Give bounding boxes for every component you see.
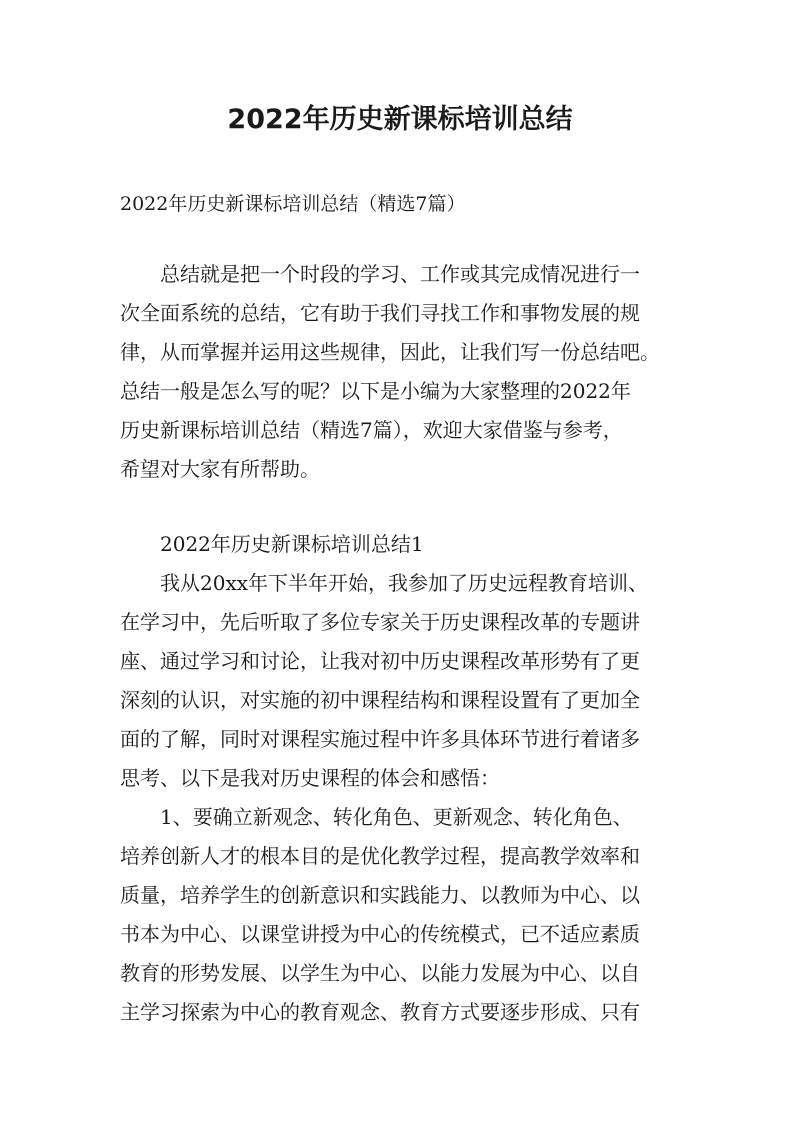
section1-heading-block [120,525,682,564]
intro-paragraph [120,255,682,489]
section1-line: 在学习中，先后听取了多位专家关于历史课程改革的专题讲 [120,610,640,634]
section1-line: 培养创新人才的根本目的是优化教学过程，提高教学效率和 [120,844,640,868]
section1-line: 我从20xx年下半年开始，我参加了历史远程教育培训、 [160,571,649,595]
section1-heading: 2022年历史新课标培训总结1 [160,532,424,556]
section1-line: 思考、以下是我对历史课程的体会和感悟： [120,766,500,790]
intro-line: 总结就是把一个时段的学习、工作或其完成情况进行一 [160,262,640,286]
intro-line: 次全面系统的总结，它有助于我们寻找工作和事物发展的规 [120,301,640,325]
document-subtitle: 2022年历史新课标培训总结（精选7篇） [120,193,466,215]
intro-line: 总结一般是怎么写的呢？以下是小编为大家整理的2022年 [120,379,631,403]
section1-line: 面的了解，同时对课程实施过程中许多具体环节进行着诸多 [120,727,640,751]
intro-line: 历史新课标培训总结（精选7篇），欢迎大家借鉴与参考， [120,418,623,442]
section1-line: 教育的形势发展、以学生为中心、以能力发展为中心、以自 [120,961,640,985]
section1-paragraph [120,564,682,1032]
section1-line: 座、通过学习和讨论，让我对初中历史课程改革形势有了更 [120,649,640,673]
section1-line: 深刻的认识，对实施的初中课程结构和课程设置有了更加全 [120,688,640,712]
intro-line: 律，从而掌握并运用这些规律，因此，让我们写一份总结吧。 [120,340,660,364]
section1-line: 1、要确立新观念、转化角色、更新观念、转化角色、 [160,805,633,829]
section1-line: 质量，培养学生的创新意识和实践能力、以教师为中心、以 [120,883,640,907]
intro-line: 希望对大家有所帮助。 [120,457,320,481]
section1-line: 书本为中心、以课堂讲授为中心的传统模式，已不适应素质 [120,922,640,946]
document-title: 2022年历史新课标培训总结 [227,104,573,135]
section1-line: 主学习探索为中心的教育观念、教育方式要逐步形成、只有 [120,1000,640,1024]
